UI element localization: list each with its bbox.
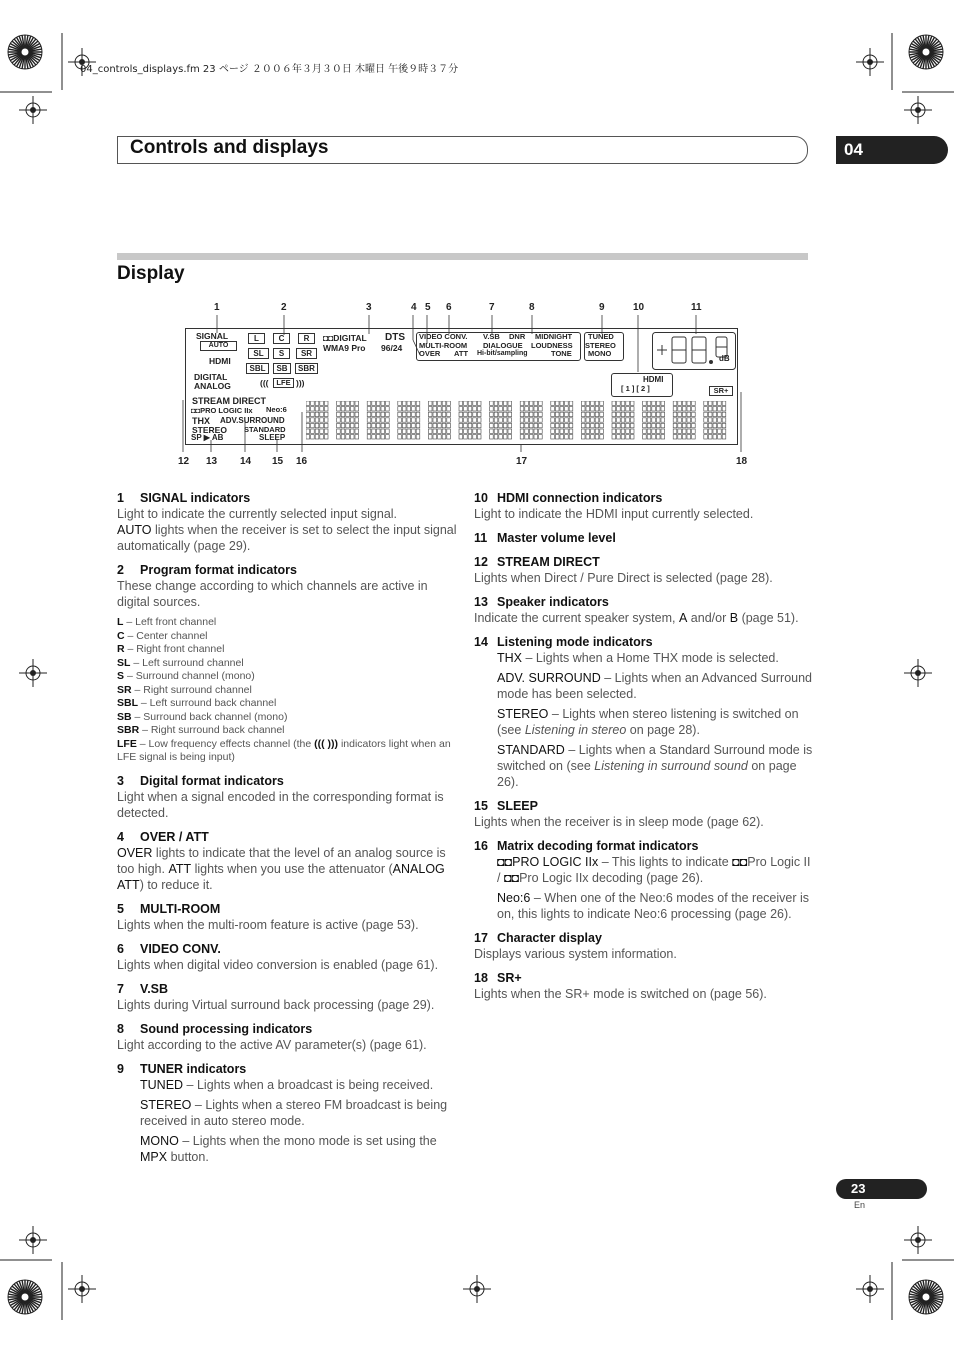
dolby-double-d-icon: ◘◘ — [732, 855, 748, 869]
channel-r: R — [298, 333, 315, 344]
stereo-tuner-indicator: STEREO — [585, 341, 616, 350]
character-cell — [673, 401, 695, 439]
character-cell — [490, 401, 512, 439]
heading-speaker: 13 Speaker indicators — [474, 595, 609, 609]
hdmi-signal-indicator: HDMI — [209, 356, 231, 366]
character-cell — [367, 401, 389, 439]
channel-l: L — [248, 333, 265, 344]
desc-tuned: TUNED – Lights when a broadcast is being received. — [140, 1077, 434, 1092]
callout-14: 14 — [240, 456, 252, 467]
desc-over-att: OVER lights to indicate that the level of an analog source is too high. ATT lights when you use the attenuator (ANALOG ATT) to reduce it. — [117, 845, 446, 892]
dolby-double-d-icon: ◘◘ — [497, 855, 513, 869]
character-cell — [551, 401, 573, 439]
neo6-indicator: Neo:6 — [266, 405, 287, 414]
hdmi-connection-indicator: HDMI — [643, 375, 664, 384]
dialogue-indicator: DIALOGUE — [483, 341, 523, 350]
desc-stream-direct: Lights when Direct / Pure Direct is selected (page 28). — [474, 571, 773, 585]
desc-thx: THX – Lights when a Home THX mode is selected. — [497, 651, 779, 665]
over-indicator: OVER — [419, 349, 441, 358]
character-cell — [306, 401, 328, 439]
channel-sr: SR — [296, 348, 317, 359]
channel-legend-item: C – Center channel — [117, 629, 208, 642]
standard-indicator: STANDARD — [244, 425, 286, 434]
video-conv-indicator: VIDEO CONV. — [419, 332, 468, 341]
speaker-indicator: SP ▶ AB — [191, 433, 224, 442]
callout-8: 8 — [529, 302, 535, 313]
desc-stereo-mode: STEREO – Lights when stereo listening is switched on (see Listening in stereo on page 28). — [497, 707, 799, 737]
language-code: En — [854, 1200, 866, 1210]
callout-5: 5 — [425, 302, 431, 313]
desc-neo6: Neo:6 – When one of the Neo:6 modes of the receiver is on, this lights to indicate Neo:6 processing (page 26). — [497, 891, 809, 921]
dts-indicator: DTS — [385, 332, 405, 343]
lfe-wave-left-icon: ((( — [260, 378, 269, 388]
callout-10: 10 — [633, 302, 645, 313]
character-cell — [643, 401, 665, 439]
att-indicator: ATT — [454, 349, 469, 358]
desc-sleep: Lights when the receiver is in sleep mode (page 62). — [474, 815, 764, 829]
channel-sbl: SBL — [246, 363, 269, 374]
callout-15: 15 — [272, 456, 284, 467]
desc-vsb: Lights during Virtual surround back processing (page 29). — [117, 997, 435, 1012]
sr-plus-indicator: SR+ — [709, 386, 733, 396]
callout-17: 17 — [516, 456, 528, 467]
desc-standard: STANDARD – Lights when a Standard Surround mode is switched on (see Listening in surround sound on page 26). — [497, 743, 813, 789]
tone-indicator: TONE — [551, 349, 572, 358]
heading-sound-processing: 8 Sound processing indicators — [117, 1021, 313, 1036]
heading-sr-plus: 18 SR+ — [474, 971, 522, 985]
desc-adv-surround: ADV. SURROUND – Lights when an Advanced Surround mode has been selected. — [497, 671, 813, 701]
left-column — [117, 490, 457, 1165]
desc-multi-room: Lights when the multi-room feature is active (page 53). — [117, 917, 419, 932]
stereo-mode-indicator: STEREO — [192, 425, 227, 435]
tuned-indicator: TUNED — [588, 332, 614, 341]
desc-mono: MONO – Lights when the mono mode is set using the MPX button. — [140, 1133, 437, 1164]
sleep-indicator: SLEEP — [259, 433, 286, 442]
callout-11: 11 — [691, 302, 702, 313]
channel-legend-item: SL – Left surround channel — [117, 656, 244, 669]
digital-indicator: DIGITAL — [194, 372, 228, 382]
callout-13: 13 — [206, 456, 218, 467]
channel-sb: SB — [273, 363, 291, 374]
dolby-double-d-icon: ◘◘ — [191, 406, 201, 415]
desc-hdmi-connection: Light to indicate the HDMI input currently selected. — [474, 507, 754, 521]
dolby-digital-indicator: ◘◘DIGITAL — [323, 333, 367, 343]
hi-bit-sampling-indicator: Hi-bit/sampling — [477, 350, 528, 357]
channel-legend-item: R – Right front channel — [117, 643, 225, 655]
callout-2: 2 — [281, 302, 287, 313]
channel-legend-item: S – Surround channel (mono) — [117, 670, 255, 682]
channel-legend-item: SB – Surround back channel (mono) — [117, 710, 288, 723]
callout-6: 6 — [446, 302, 452, 313]
heading-program-format: 2 Program format indicators — [117, 563, 297, 577]
lfe-wave-right-icon: ))) — [296, 378, 305, 388]
channel-legend-item: L – Left front channel — [117, 616, 217, 628]
96-24-indicator: 96/24 — [381, 343, 403, 353]
heading-stream-direct: 12 STREAM DIRECT — [474, 555, 600, 569]
desc-pro-logic: ◘◘PRO LOGIC IIx – This lights to indicate ◘◘Pro Logic II / ◘◘Pro Logic IIx decoding (page 26). — [497, 855, 811, 885]
analog-indicator: ANALOG — [194, 381, 231, 391]
channel-s: S — [273, 348, 290, 359]
desc-sr-plus: Lights when the SR+ mode is switched on (page 56). — [474, 987, 767, 1001]
character-cell — [337, 401, 359, 439]
heading-tuner: 9 TUNER indicators — [117, 1061, 247, 1076]
heading-listening-mode: 14 Listening mode indicators — [474, 635, 653, 649]
right-column — [474, 490, 814, 1002]
hdmi-input-numbers: [ 1 ] [ 2 ] — [621, 384, 650, 393]
desc-digital-format: Light when a signal encoded in the corresponding format is detected. — [117, 789, 444, 820]
channel-lfe: LFE — [273, 378, 294, 388]
channel-sbr: SBR — [295, 363, 318, 374]
desc-program-format: These change according to which channels are active in digital sources. — [117, 579, 428, 609]
midnight-indicator: MIDNIGHT — [535, 332, 573, 341]
heading-sleep: 15 SLEEP — [474, 799, 538, 813]
desc-speaker: Indicate the current speaker system, A and/or B (page 51). — [474, 611, 799, 625]
channel-sl: SL — [248, 348, 269, 359]
heading-over-att: 4 OVER / ATT — [117, 829, 209, 844]
character-cell — [704, 401, 726, 439]
page-number: 23 — [836, 1179, 927, 1199]
chapter-title: Controls and displays — [130, 137, 329, 158]
callout-9: 9 — [599, 302, 605, 313]
callout-4: 4 — [411, 302, 417, 313]
channel-c: C — [273, 333, 290, 344]
channel-legend-item: SBL – Left surround back channel — [117, 697, 277, 709]
character-cell — [459, 401, 481, 439]
heading-digital-format: 3 Digital format indicators — [117, 773, 284, 788]
desc-stereo: STEREO – Lights when a stereo FM broadcast is being received in auto stereo mode. — [140, 1097, 448, 1128]
callout-3: 3 — [366, 302, 372, 313]
character-cell — [520, 401, 542, 439]
loudness-indicator: LOUDNESS — [531, 341, 573, 350]
desc-character-display: Displays various system information. — [474, 947, 677, 961]
front-panel-display — [185, 328, 738, 445]
character-cell — [428, 401, 450, 439]
section-title: Display — [117, 263, 185, 284]
character-cell — [398, 401, 420, 439]
multi-room-indicator: MULTI-ROOM — [419, 341, 468, 350]
signal-indicator: SIGNAL — [196, 331, 229, 341]
dolby-double-d-icon: ◘◘ — [323, 333, 334, 343]
chapter-number-badge: 04 — [836, 136, 948, 164]
callout-18: 18 — [736, 456, 748, 467]
heading-video-conv: 6 VIDEO CONV. — [117, 941, 221, 956]
vsb-indicator: V.SB — [483, 332, 500, 341]
stream-direct-indicator: STREAM DIRECT — [192, 396, 266, 406]
callout-16: 16 — [296, 456, 308, 467]
channel-legend — [117, 616, 457, 738]
channel-legend-item: SBR – Right surround back channel — [117, 724, 285, 736]
character-display — [306, 401, 734, 443]
auto-indicator: AUTO — [200, 341, 237, 351]
desc-sound-processing: Light according to the active AV parameter(s) (page 61). — [117, 1037, 427, 1052]
callout-12: 12 — [178, 456, 190, 467]
adv-surround-indicator: ADV.SURROUND — [220, 416, 285, 425]
master-volume-segments — [652, 332, 736, 370]
callout-7: 7 — [489, 302, 495, 313]
desc-signal: Light to indicate the currently selected input signal. AUTO lights when the receiver is set to select the input signal automatically (page 29). — [117, 507, 457, 553]
dnr-indicator: DNR — [509, 332, 526, 341]
heading-hdmi-connection: 10 HDMI connection indicators — [474, 491, 663, 505]
heading-multi-room: 5 MULTI-ROOM — [117, 901, 221, 916]
file-header: 04_controls_displays.fm 23 ページ ２００６年３月３０日 木曜日 午後９時３７分 — [80, 64, 459, 75]
heading-signal-indicators: 1 SIGNAL indicators — [117, 491, 251, 505]
callout-1: 1 — [214, 302, 220, 313]
dolby-double-d-icon: ◘◘ — [503, 871, 520, 885]
heading-matrix-decoding: 16 Matrix decoding format indicators — [474, 839, 699, 853]
heading-master-volume: 11 Master volume level — [474, 531, 616, 545]
db-indicator: dB — [719, 354, 730, 363]
desc-video-conv: Lights when digital video conversion is enabled (page 61). — [117, 957, 439, 972]
mono-indicator: MONO — [588, 349, 612, 358]
character-cell — [581, 401, 603, 439]
pro-logic-indicator: ◘◘PRO LOGIC IIx — [191, 406, 253, 415]
heading-vsb: 7 V.SB — [117, 981, 169, 996]
thx-indicator: THX — [192, 416, 210, 426]
heading-character-display: 17 Character display — [474, 931, 602, 945]
lfe-legend: LFE – Low frequency effects channel (the ((( ))) indicators light when an LFE signal is being input) — [117, 737, 451, 763]
channel-legend-item: SR – Right surround channel — [117, 683, 252, 696]
character-cell — [612, 401, 634, 439]
wma9-indicator: WMA9 Pro — [323, 343, 366, 353]
